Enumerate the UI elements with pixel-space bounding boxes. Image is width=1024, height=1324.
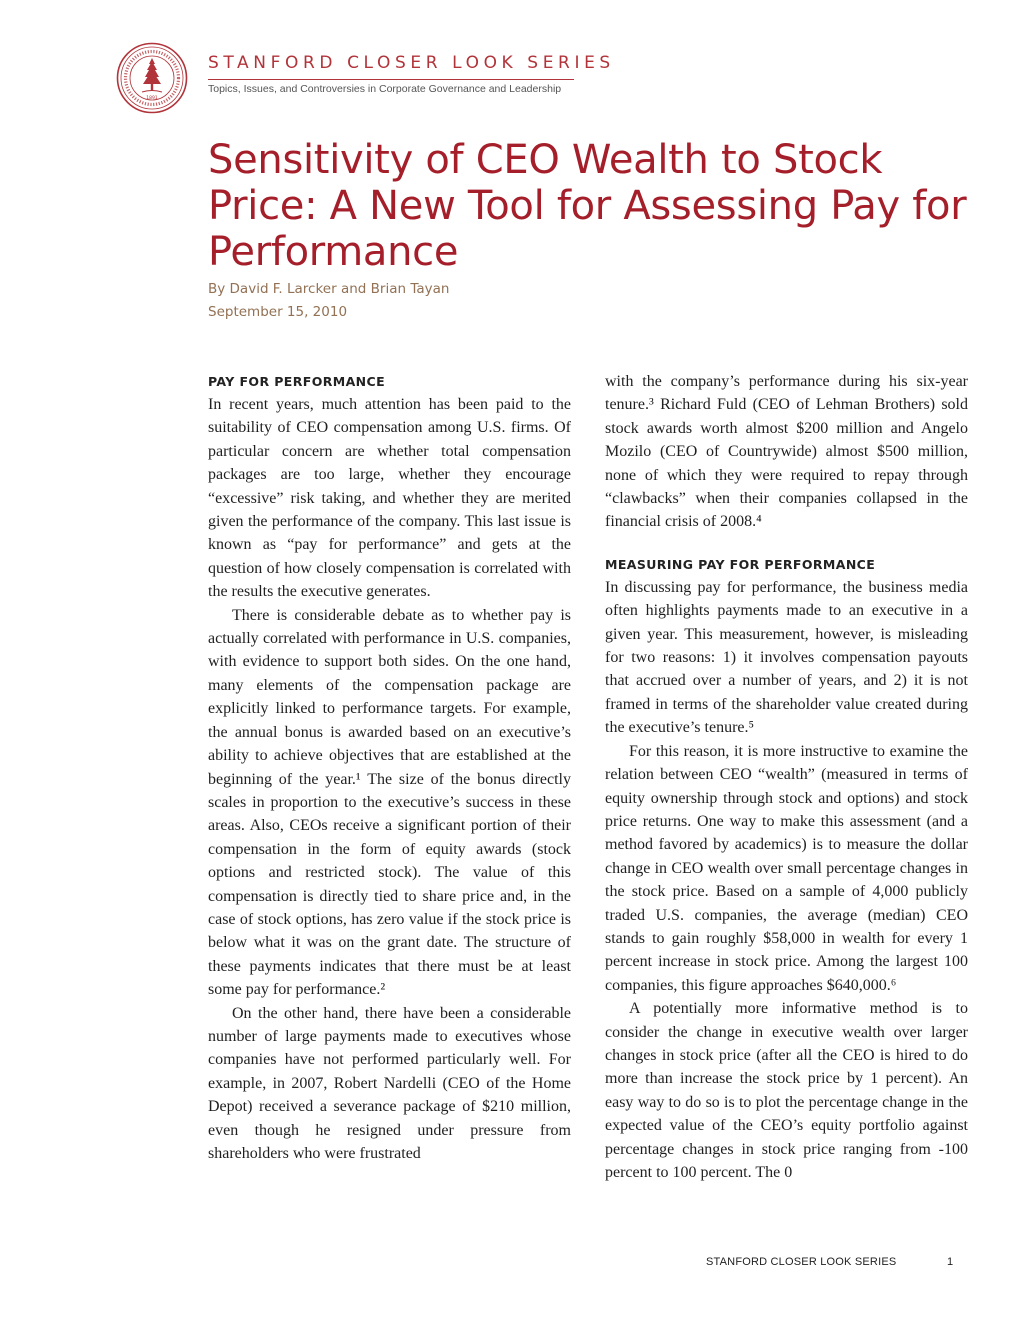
paragraph-continuation: with the company’s performance during his six-year tenure.³ Richard Fuld (CEO of Lehman Brothers) sold stock awards worth almost $200 million and Angelo Mozilo (CEO of Countrywide) almost $500 million, none of which they were required to repay through “clawbacks” when their companies collapsed in the financial crisis of 2008.⁴ (605, 373, 968, 531)
section-heading-measuring-pay-for-performance: MEASURING PAY FOR PERFORMANCE (605, 556, 876, 572)
article-authors: By David F. Larcker and Brian Tayan (208, 281, 450, 297)
series-title-rule (208, 79, 574, 80)
paragraph: For this reason, it is more instructive to examine the relation between CEO “wealth” (measured in terms of equity ownership through stock and options) and stock price returns. One way to make this assessment (and a method favored by academics) is to measure the dollar change in CEO wealth over small percentage changes in the stock price. Based on a sample of 4,000 publicly traded U.S. companies, the average (median) CEO stands to gain roughly $58,000 in wealth for every 1 percent increase in stock price. Among the largest 100 companies, this figure approaches $640,000.⁶ (605, 742, 968, 994)
section-heading-pay-for-performance: PAY FOR PERFORMANCE (208, 374, 386, 389)
paragraph: On the other hand, there have been a considerable number of large payments made to executives whose companies have not performed particularly well. For example, in 2007, Robert Nardelli (CEO of the Home Depot) received a severance package of $210 million, even though he resigned under pressure from shareholders who were frustrated (208, 1004, 571, 1162)
series-title: STANFORD CLOSER LOOK SERIES (208, 53, 615, 73)
paragraph: There is considerable debate as to whether pay is actually correlated with performance in U.S. companies, with evidence to support both sides. On the one hand, many elements of the compensation package are explicitly linked to performance targets. For example, the annual bonus is awarded based on an executive’s ability to achieve objectives that are established at the beginning of the year.¹ The size of the bonus directly scales in proportion to the executive’s success in these areas. Also, CEOs receive a significant portion of their compensation in the form of equity awards (stock options and restricted stock). The value of this compensation is directly tied to share price and, in the case of stock options, has zero value if the stock price is below what it was on the grant date. The structure of these payments indicates that there must be at least some pay for performance.² (208, 606, 571, 999)
page-number: 1 (947, 1256, 954, 1268)
article-title: Sensitivity of CEO Wealth to Stock Price: A New Tool for Assessing Pay for Performance (208, 137, 967, 275)
footer-series-title: STANFORD CLOSER LOOK SERIES (706, 1256, 897, 1268)
left-column (208, 372, 571, 1165)
paragraph: In discussing pay for performance, the business media often highlights payments made to an executive in a given year. This measurement, however, is misleading for two reasons: 1) it involves compensation payouts that accrued over a number of years, and 2) it is not framed in terms of the shareholder value created during the executive’s tenure.⁵ (605, 578, 968, 737)
paragraph: A potentially more informative method is to consider the change in executive wealth over larger changes in stock price (after all the CEO is hired to do more than increase the stock price by 1 percent). An easy way to do so is to plot the percentage change in the expected value of the CEO’s equity portfolio against percentage changes in stock price ranging from -100 percent to 100 percent. The 0 (605, 1000, 968, 1181)
stanford-seal-icon (116, 42, 188, 114)
svg-text:1891: 1891 (146, 96, 158, 101)
right-column (605, 370, 968, 1184)
series-subtitle: Topics, Issues, and Controversies in Corporate Governance and Leadership (208, 83, 562, 95)
article-date: September 15, 2010 (208, 304, 348, 320)
paragraph: In recent years, much attention has been paid to the suitability of CEO compensation among U.S. firms. Of particular concern are whether total compensation packages are too large, whether they encourage “excessive” risk taking, and whether they are merited given the performance of the company. This last issue is known as “pay for performance” and gets at the question of how closely compensation is correlated with the results the executive generates. (208, 396, 571, 601)
